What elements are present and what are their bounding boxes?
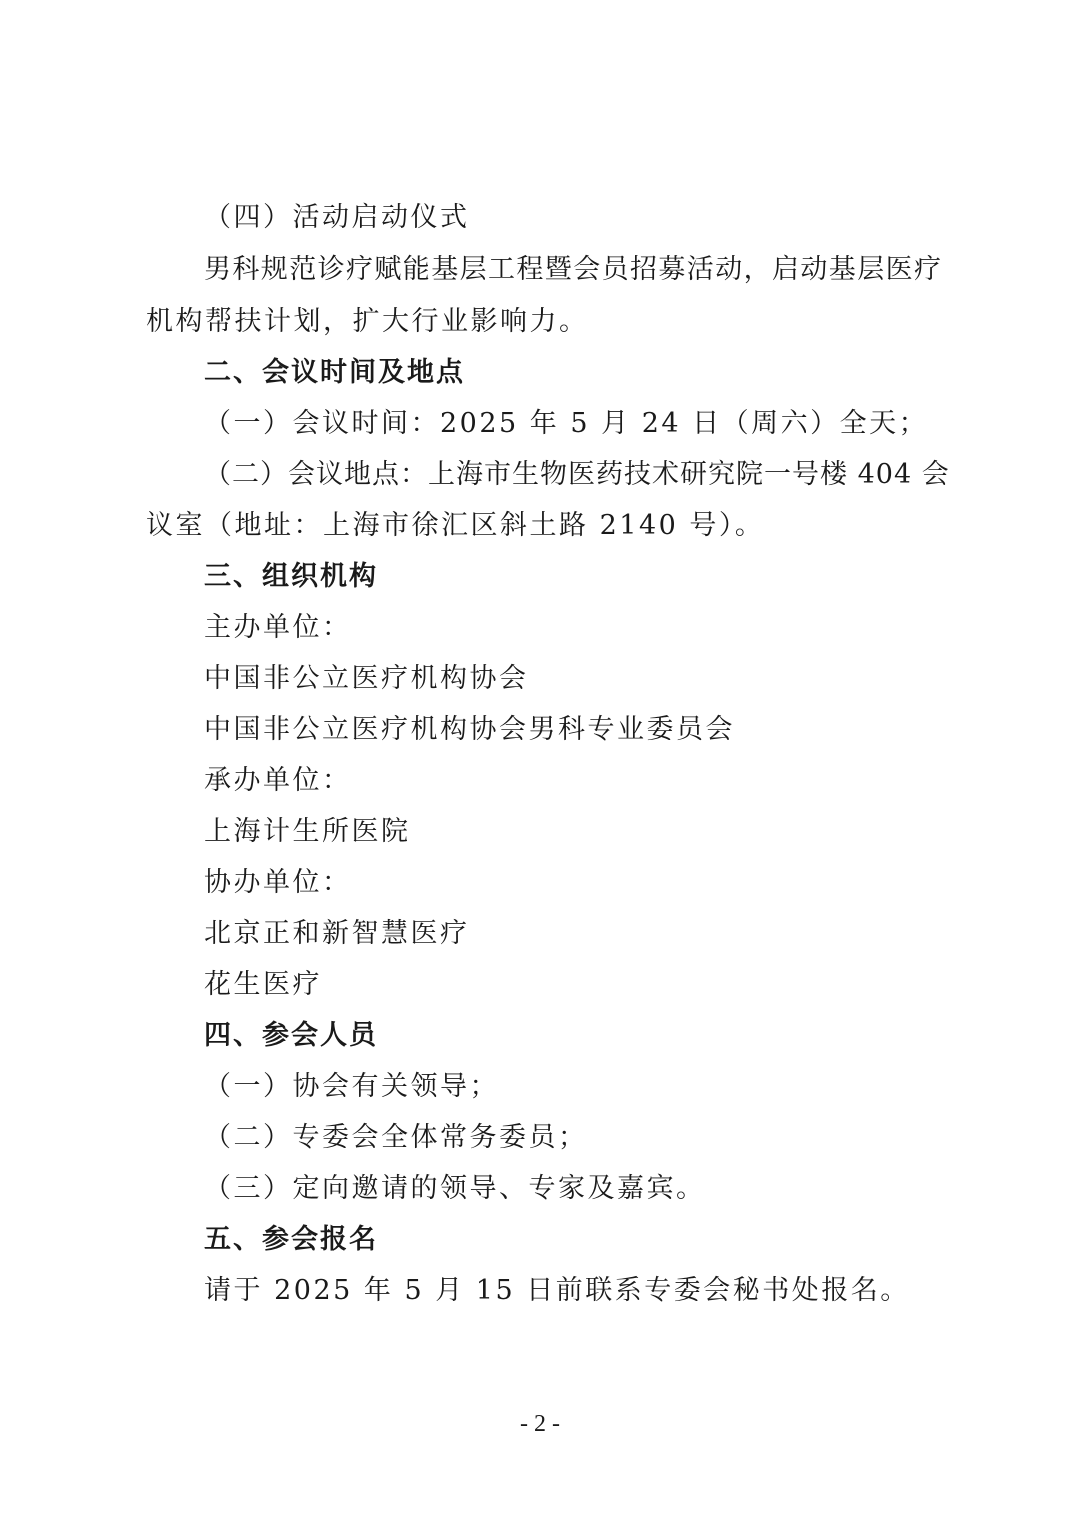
host-item: 中国非公立医疗机构协会 xyxy=(204,663,529,694)
attendee-item: （三）定向邀请的领导、专家及嘉宾。 xyxy=(204,1173,706,1204)
section-heading-time-place: 二、会议时间及地点 xyxy=(204,357,465,388)
attendee-item: （一）协会有关领导； xyxy=(204,1071,499,1102)
meeting-time: （一）会议时间：2025 年 5 月 24 日（周六）全天； xyxy=(204,408,929,439)
co-organizer-item: 北京正和新智慧医疗 xyxy=(204,918,470,949)
meeting-place-line2: 议室（地址：上海市徐汇区斜土路 2140 号）。 xyxy=(146,510,765,541)
subsection-heading-launch-ceremony: （四）活动启动仪式 xyxy=(204,202,470,233)
page-number: - 2 - xyxy=(520,1411,560,1437)
section-heading-registration: 五、参会报名 xyxy=(204,1224,378,1255)
co-organizer-item: 花生医疗 xyxy=(204,969,322,1000)
registration-text: 请于 2025 年 5 月 15 日前联系专委会秘书处报名。 xyxy=(204,1275,910,1306)
section-heading-attendees: 四、参会人员 xyxy=(204,1020,378,1051)
host-label: 主办单位： xyxy=(204,612,352,643)
launch-ceremony-paragraph-line2: 机构帮扶计划，扩大行业影响力。 xyxy=(146,306,589,337)
co-organizer-label: 协办单位： xyxy=(204,867,352,898)
undertaker-item: 上海计生所医院 xyxy=(204,816,411,847)
launch-ceremony-paragraph-line1: 男科规范诊疗赋能基层工程暨会员招募活动，启动基层医疗 xyxy=(204,254,942,285)
meeting-place-line1: （二）会议地点：上海市生物医药技术研究院一号楼 404 会 xyxy=(204,459,950,490)
attendee-item: （二）专委会全体常务委员； xyxy=(204,1122,588,1153)
section-heading-organizers: 三、组织机构 xyxy=(204,561,378,592)
host-item: 中国非公立医疗机构协会男科专业委员会 xyxy=(204,714,735,745)
undertaker-label: 承办单位： xyxy=(204,765,352,796)
